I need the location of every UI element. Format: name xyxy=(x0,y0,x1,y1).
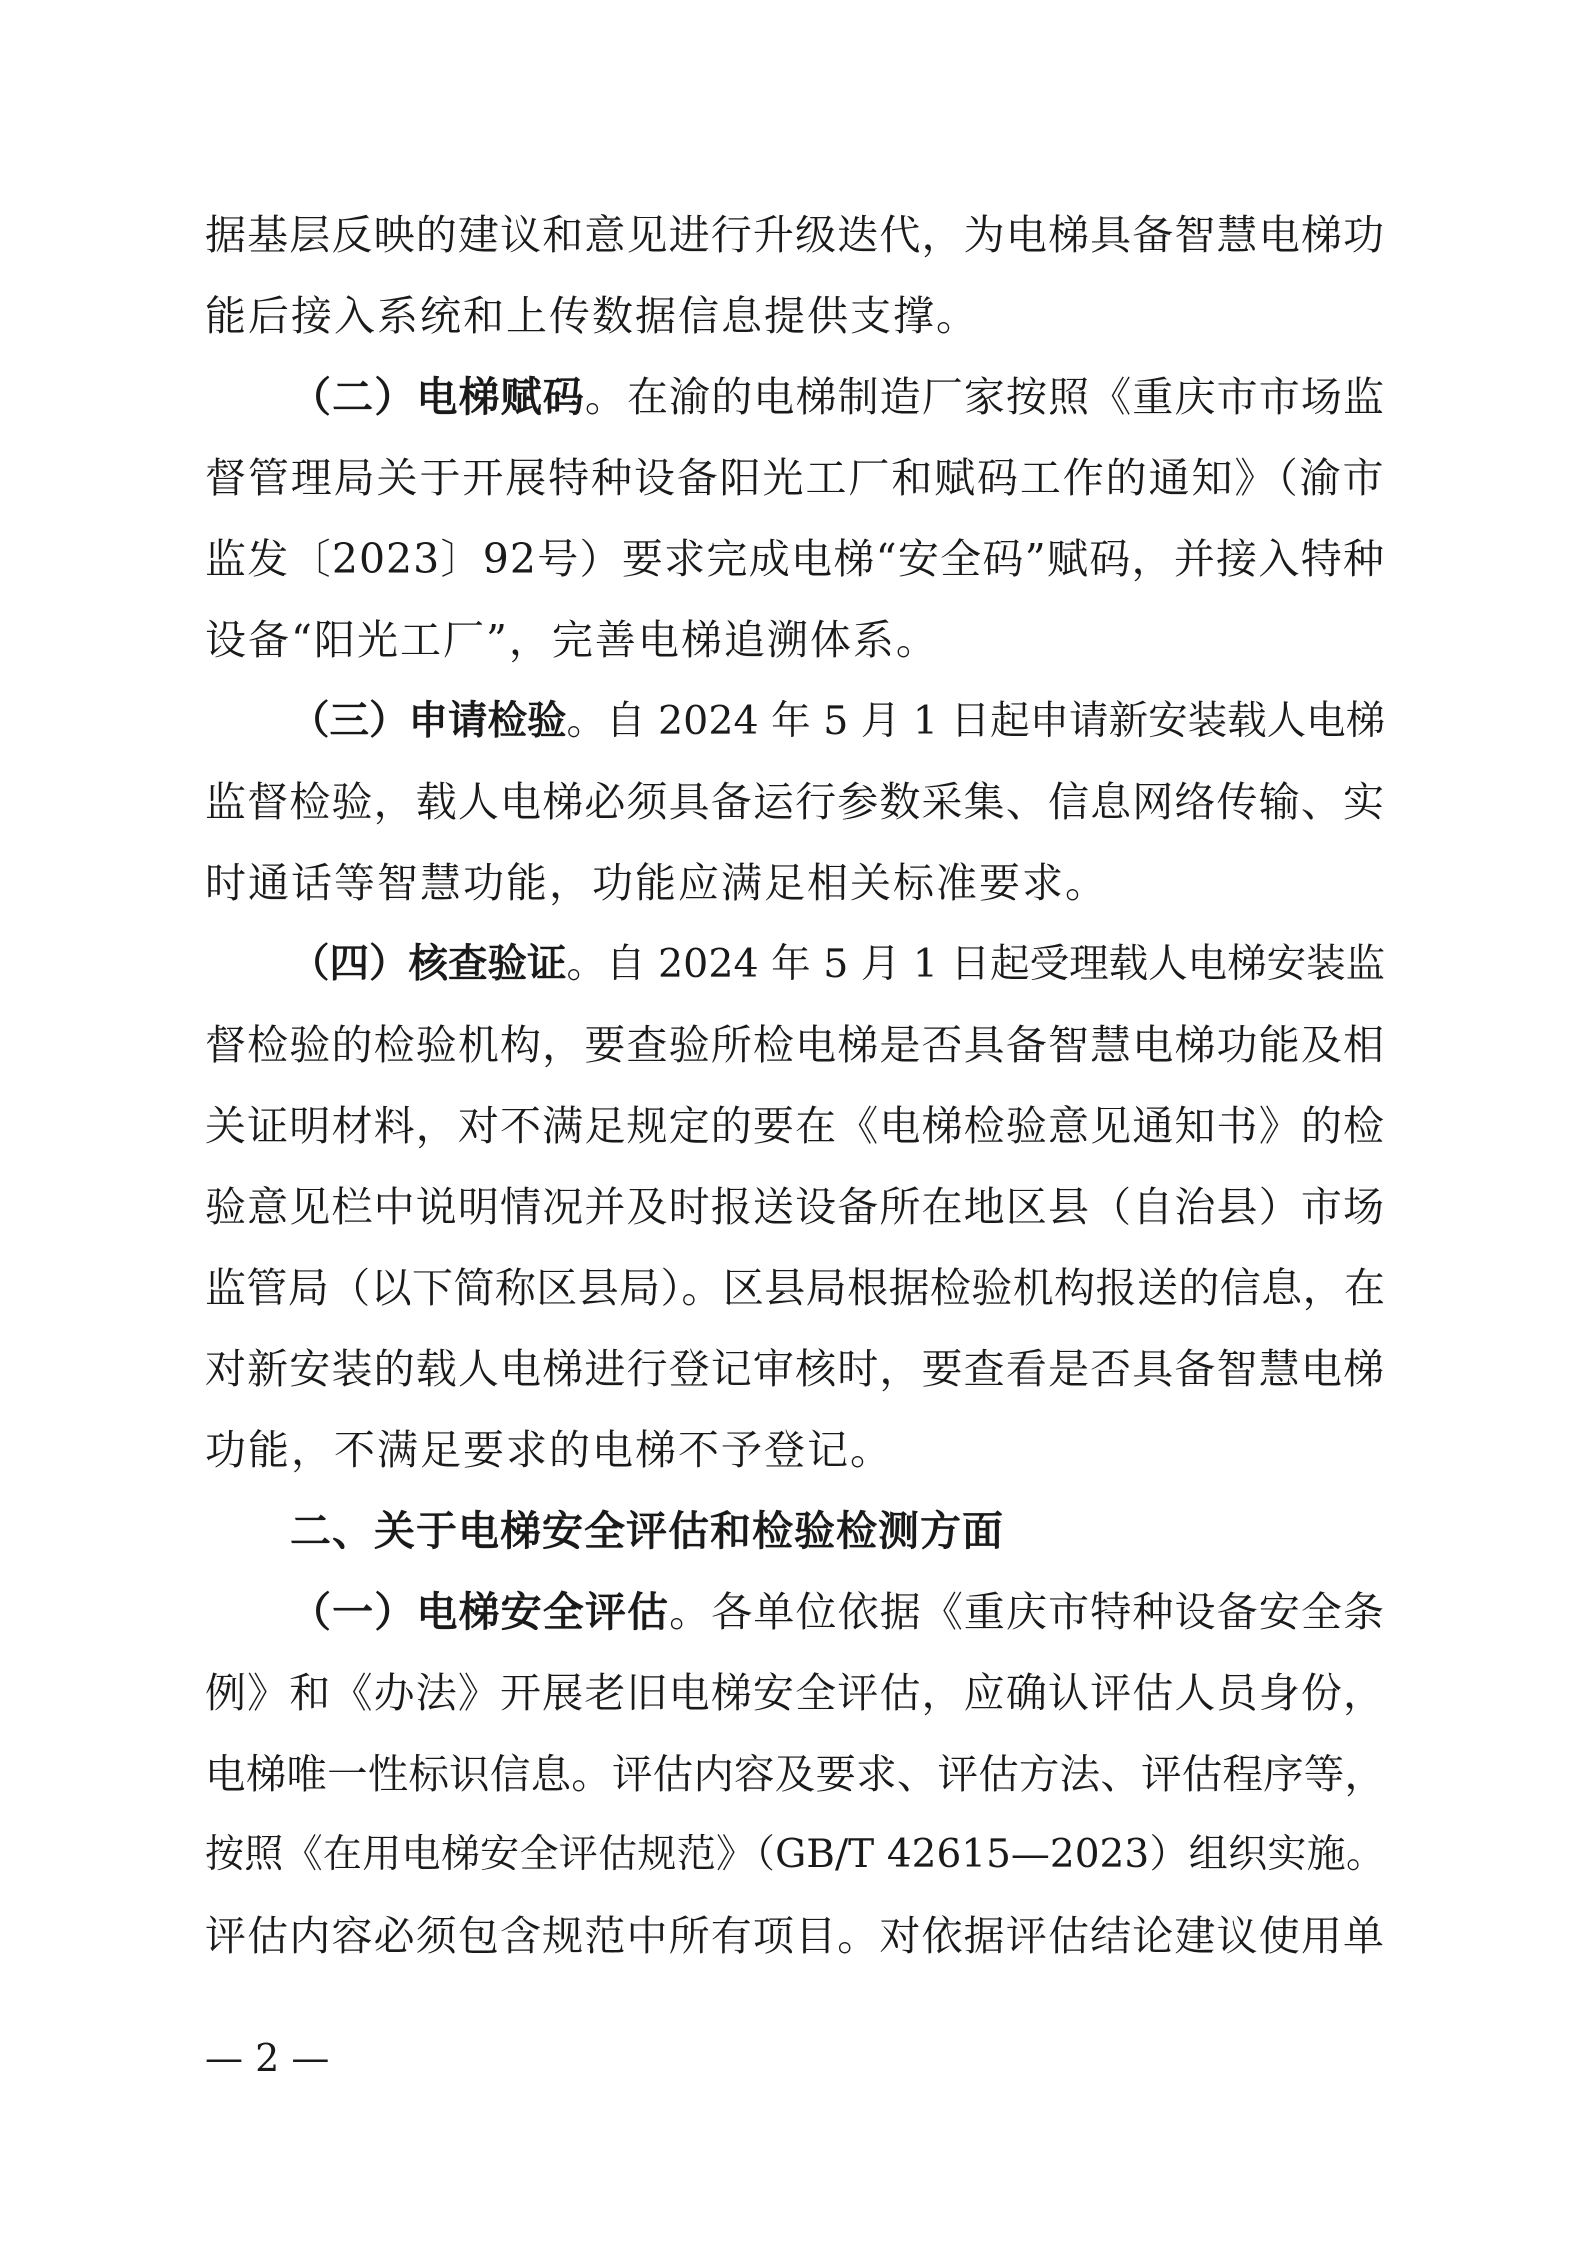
body-line: 能后接入系统和上传数据信息提供支撑。 xyxy=(205,292,979,340)
paragraph-lead: （一）电梯安全评估 xyxy=(290,1588,670,1636)
body-line: 监管局（以下简称区县局）。区县局根据检验机构报送的信息，在 xyxy=(205,1264,1385,1312)
paragraph-lead: （二）电梯赋码 xyxy=(290,373,585,421)
page-number: — 2 — xyxy=(205,2036,330,2080)
body-line: 督管理局关于开展特种设备阳光工厂和赋码工作的通知》（渝市 xyxy=(205,454,1385,502)
paragraph-first-line xyxy=(290,934,1385,994)
body-text: 。自 2024 年 5 月 1 日起受理载人电梯安装监 xyxy=(566,941,1386,987)
section-heading: 二、关于电梯安全评估和检验检测方面 xyxy=(290,1507,1004,1555)
body-text: 。各单位依据《重庆市特种设备安全条 xyxy=(669,1588,1386,1636)
paragraph-lead: （三）申请检验 xyxy=(290,698,567,744)
paragraph-first-line xyxy=(290,691,1385,751)
body-line: 验意见栏中说明情况并及时报送设备所在地区县（自治县）市场 xyxy=(205,1183,1385,1231)
body-line: 据基层反映的建议和意见进行升级迭代，为电梯具备智慧电梯功 xyxy=(205,211,1385,259)
body-line: 监督检验，载人电梯必须具备运行参数采集、信息网络传输、实 xyxy=(205,778,1385,826)
paragraph-first-line xyxy=(290,367,1385,427)
body-line: 按照《在用电梯安全评估规范》（GB/T 42615—2023）组织实施。 xyxy=(205,1832,1385,1877)
body-line: 时通话等智慧功能，功能应满足相关标准要求。 xyxy=(205,859,1108,907)
body-text: 。在渝的电梯制造厂家按照《重庆市市场监 xyxy=(584,373,1386,421)
body-line: 监发〔2023〕92号）要求完成电梯“安全码”赋码，并接入特种 xyxy=(205,535,1385,583)
body-line: 评估内容必须包含规范中所有项目。对依据评估结论建议使用单 xyxy=(205,1912,1385,1960)
body-line: 关证明材料，对不满足规定的要在《电梯检验意见通知书》的检 xyxy=(205,1102,1385,1150)
body-line: 督检验的检验机构，要查验所检电梯是否具备智慧电梯功能及相 xyxy=(205,1021,1385,1069)
body-line: 例》和《办法》开展老旧电梯安全评估，应确认评估人员身份， xyxy=(205,1669,1385,1717)
paragraph-lead: （四）核查验证 xyxy=(290,941,567,987)
body-line: 功能，不满足要求的电梯不予登记。 xyxy=(205,1426,893,1474)
body-text: 。自 2024 年 5 月 1 日起申请新安装载人电梯 xyxy=(566,698,1386,744)
body-line: 电梯唯一性标识信息。评估内容及要求、评估方法、评估程序等， xyxy=(205,1750,1385,1798)
paragraph-first-line xyxy=(290,1582,1385,1642)
body-line: 设备“阳光工厂”，完善电梯追溯体系。 xyxy=(205,616,939,664)
body-line: 对新安装的载人电梯进行登记审核时，要查看是否具备智慧电梯 xyxy=(205,1345,1385,1393)
